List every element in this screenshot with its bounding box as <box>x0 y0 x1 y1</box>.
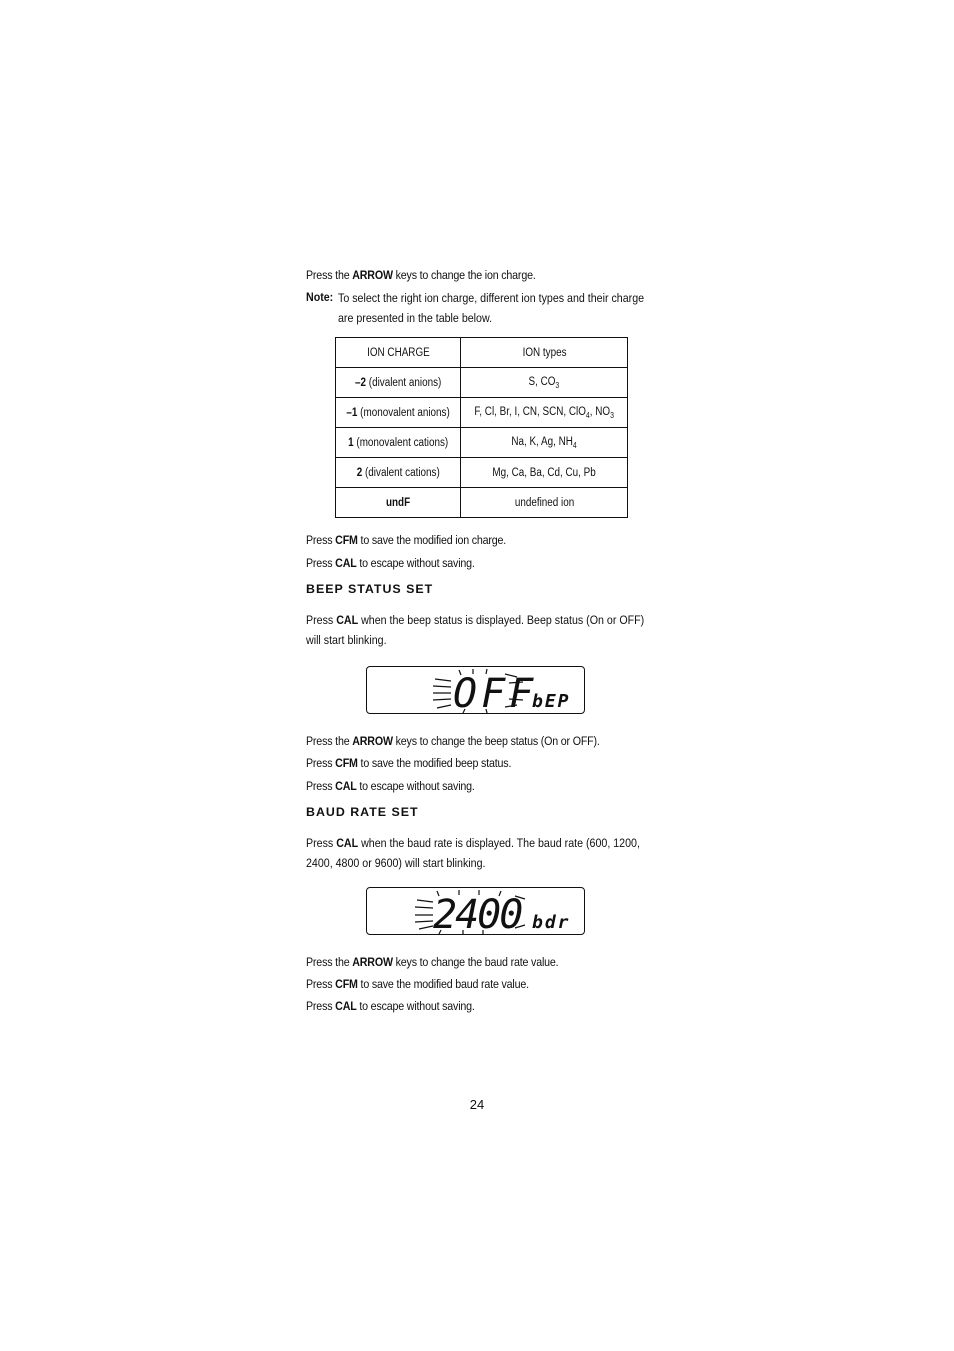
table-row: 1 (monovalent cations) Na, K, Ag, $NH_4$ <box>336 428 628 458</box>
ion-press-cfm-line: Press CFM to save the modified ion charge. <box>306 533 507 547</box>
baud-lcd-display <box>366 887 585 935</box>
beep-press-cal-line: Press CAL to escape without saving. <box>306 779 475 793</box>
table-header-row <box>336 338 628 368</box>
page-number: 24 <box>469 1097 485 1112</box>
table-row: –2 (divalent anions) S, $CO_3$ <box>336 368 628 398</box>
table-header-ion-types: ION types <box>461 338 628 368</box>
ion-press-arrow-line: Press the ARROW keys to change the ion charge. <box>306 268 536 282</box>
baud-lcd-graphic <box>367 888 586 936</box>
table-row: undF undefined ion <box>336 488 628 518</box>
beep-lcd-graphic <box>367 667 586 715</box>
beep-lcd-display <box>366 666 585 714</box>
ion-charge-table <box>335 337 628 518</box>
beep-status-heading: BEEP STATUS SET <box>306 582 434 596</box>
table-header-ion-charge: ION CHARGE <box>336 338 461 368</box>
baud-intro-paragraph: Press CAL when the baud rate is displayed. The baud rate (600, 1200, 2400, 4800 or 9600) will start blinking. <box>306 836 640 870</box>
beep-lcd-sub-label: bEP <box>532 691 571 712</box>
beep-intro-paragraph: Press CAL when the beep status is displayed. Beep status (On or OFF) will start blinking. <box>306 613 645 647</box>
arrow-key-label: ARROW <box>352 268 393 282</box>
baud-lcd-main-value: 2400 <box>433 892 522 936</box>
table-row: 2 (divalent cations) Mg, Ca, Ba, Cd, Cu, Pb <box>336 458 628 488</box>
baud-rate-heading: BAUD RATE SET <box>306 805 419 819</box>
note-label: Note: <box>306 290 334 304</box>
beep-lcd-main-value: OFF <box>453 671 538 715</box>
table-row: –1 (monovalent anions) F, Cl, Br, I, CN, SCN, ClO$_4$, $NO_3$ <box>336 398 628 428</box>
baud-lcd-sub-label: bdr <box>532 912 571 933</box>
baud-press-arrow-line: Press the ARROW keys to change the baud rate value. <box>306 955 559 969</box>
note-text: To select the right ion charge, different ion types and their charge are presented in the table below. <box>338 291 645 325</box>
ion-press-cal-line: Press CAL to escape without saving. <box>306 556 475 570</box>
cfm-key-label: CFM <box>335 533 358 547</box>
beep-press-cfm-line: Press CFM to save the modified beep status. <box>306 756 512 770</box>
beep-press-arrow-line: Press the ARROW keys to change the beep status (On or OFF). <box>306 734 600 748</box>
baud-press-cfm-line: Press CFM to save the modified baud rate value. <box>306 977 529 991</box>
baud-press-cal-line: Press CAL to escape without saving. <box>306 999 475 1013</box>
cal-key-label: CAL <box>335 556 357 570</box>
